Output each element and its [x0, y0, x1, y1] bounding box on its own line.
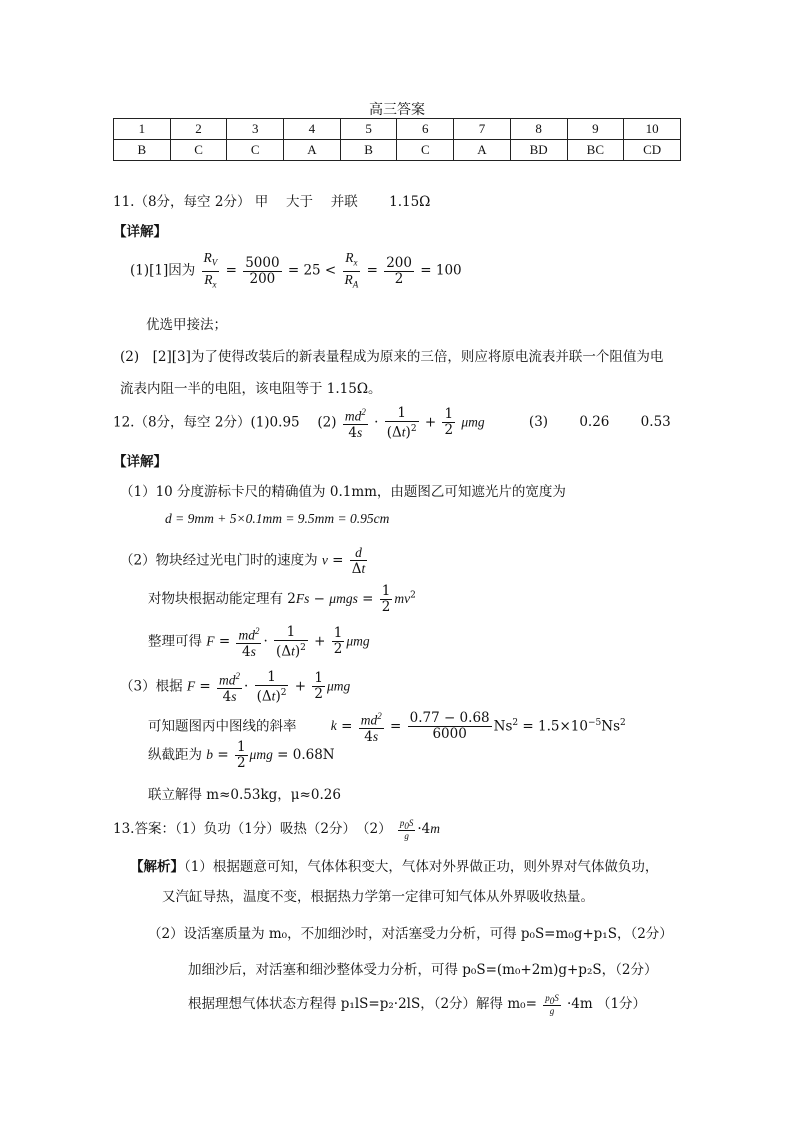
table-cell-answer: B [114, 140, 171, 161]
q11-part1-prefix: (1)[1]因为 [130, 262, 196, 279]
table-cell-answer: C [227, 140, 284, 161]
q12-part1-text: （1）10 分度游标卡尺的精确值为 0.1mm，由题图乙可知遮光片的宽度为 [120, 484, 566, 500]
table-cell-number: 9 [567, 119, 624, 140]
table-cell-answer: A [284, 140, 341, 161]
q12-energy-theorem: 对物块根据动能定理有 2Fs − μmgs = $\frac{1}{2}$ $mv^2$ [148, 583, 416, 615]
table-cell-number: 6 [397, 119, 454, 140]
table-cell-number: 5 [340, 119, 397, 140]
q11-conclusion: 优选甲接法； [146, 317, 227, 333]
table-cell-answer: B [340, 140, 397, 161]
table-cell-number: 2 [170, 119, 227, 140]
q12-heading: 12.（8分，每空 2分）(1)0.95 (2) $\frac{md^2}{4s}$ · $\frac{1}{(\Delta t)^2}$ + $\frac{1}{2}$ μmg (3) 0.26 0.53 [113, 404, 671, 441]
q12-intercept: 纵截距为 b = $\frac{1}{2}$ μmg = 0.68N [148, 739, 335, 771]
q13-part2-line3: 根据理想气体状态方程得 p₁lS=p₂·2lS，（2分）解得 m₀= $\frac{p_0S}{g}$ ·4m （1分） [188, 992, 647, 1017]
page-title: 高三答案 [369, 102, 425, 118]
table-cell-number: 1 [114, 119, 171, 140]
rv-rx-fraction: $\frac{R_V}{R_x}$ [203, 250, 218, 290]
answer-table [113, 118, 681, 161]
table-cell-answer: C [397, 140, 454, 161]
table-cell-answer: C [170, 140, 227, 161]
q12-solution: 联立解得 m≈0.53kg，μ≈0.26 [148, 787, 341, 803]
q12-part2-velocity: （2）物块经过光电门时的速度为 v = $\frac{d}{\Delta t}$ [120, 545, 366, 577]
table-cell-answer: A [454, 140, 511, 161]
q11-part2-line2: 流表内阻一半的电阻，该电阻等于 1.15Ω。 [120, 381, 382, 397]
q11-heading: 11.（8分，每空 2分） 甲 大于 并联 1.15Ω [113, 194, 431, 210]
q12-width-formula: d = 9mm + 5×0.1mm = 9.5mm = 0.95cm [165, 511, 390, 526]
table-cell-answer: BD [510, 140, 567, 161]
q13-part1-line1: 【解析】（1）根据题意可知，气体体积变大，气体对外界做正功，则外界对气体做负功， [130, 859, 659, 875]
q12-detail-label: 【详解】 [113, 454, 167, 470]
table-row-numbers [114, 119, 681, 140]
table-cell-answer: CD [624, 140, 681, 161]
table-cell-number: 8 [510, 119, 567, 140]
q11-part1-formula: (1)[1]因为 $\frac{R_V}{R_x}$ = $\frac{5000}{200}$ = 25 < $\frac{R_x}{R_A}$ = $\frac{200}{2}$ = 100 [130, 250, 462, 292]
table-cell-number: 4 [284, 119, 341, 140]
q11-part2-line1: (2) [2][3]为了使得改装后的新表量程成为原来的三倍，则应将原电流表并联一个阻值为电 [120, 349, 664, 365]
q13-part2-line1: （2）设活塞质量为 m₀，不加细沙时，对活塞受力分析，可得 p₀S=m₀g+p₁S，（2分） [148, 926, 673, 942]
q13-heading: 13.答案：（1）负功（1分）吸热（2分） （2） $\frac{p_0S}{g}$ ·4m [113, 817, 441, 842]
table-row-answers [114, 140, 681, 161]
table-cell-number: 3 [227, 119, 284, 140]
q13-part1-line2: 又汽缸导热，温度不变，根据热力学第一定律可知气体从外界吸收热量。 [162, 889, 594, 905]
q12-part3-formula: （3）根据 F = $\frac{md^2}{4s}$ · $\frac{1}{(\Delta t)^2}$ + $\frac{1}{2}$ μmg [120, 668, 351, 705]
table-cell-number: 10 [624, 119, 681, 140]
q11-detail-label: 【详解】 [113, 224, 167, 240]
table-cell-number: 7 [454, 119, 511, 140]
q13-part2-line2: 加细沙后，对活塞和细沙整体受力分析，可得 p₀S=(m₀+2m)g+p₂S，（2分） [188, 962, 658, 978]
table-cell-answer: BC [567, 140, 624, 161]
q12-force-result: 整理可得 F = $\frac{md^2}{4s}$ · $\frac{1}{(\Delta t)^2}$ + $\frac{1}{2}$ μmg [148, 623, 370, 660]
q12-slope: 可知题图丙中图线的斜率 k = $\frac{md^2}{4s}$ = $\frac{0.77 - 0.68}{6000}$ $Ns^2 = 1.5\times 10^{-5}Ns^2$ [148, 710, 626, 745]
